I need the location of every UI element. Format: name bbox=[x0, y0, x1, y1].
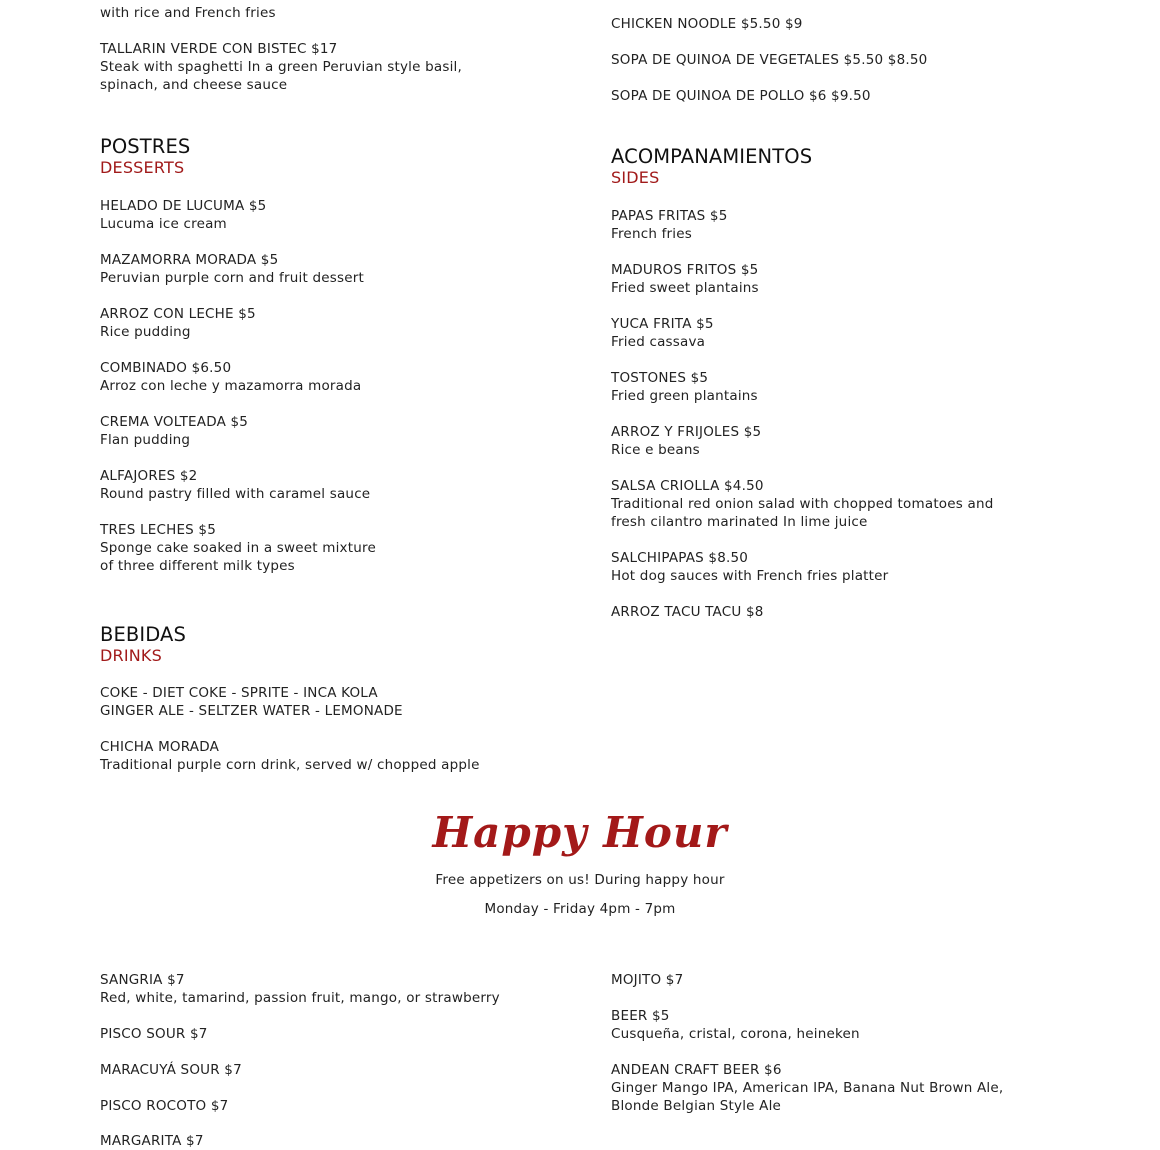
item-description: Hot dog sauces with French fries platter bbox=[611, 568, 889, 584]
happy-hour-tagline: Free appetizers on us! During happy hour bbox=[435, 872, 725, 888]
item-description: Red, white, tamarind, passion fruit, mango, or strawberry bbox=[100, 990, 500, 1006]
menu-item-name: SALSA CRIOLLA $4.50 bbox=[611, 478, 764, 494]
happy-hour-title: Happy Hour bbox=[432, 808, 728, 857]
item-description: Blonde Belgian Style Ale bbox=[611, 1098, 782, 1114]
item-description: Cusqueña, cristal, corona, heineken bbox=[611, 1026, 860, 1042]
menu-item-quinoa-vegetales: SOPA DE QUINOA DE VEGETALES $5.50 $8.50 bbox=[611, 52, 928, 68]
item-description: Steak with spaghetti In a green Peruvian style basil, bbox=[100, 59, 462, 75]
menu-item-name: HELADO DE LUCUMA $5 bbox=[100, 198, 267, 214]
menu-item-name: CREMA VOLTEADA $5 bbox=[100, 414, 249, 430]
drinks-line: GINGER ALE - SELTZER WATER - LEMONADE bbox=[100, 703, 403, 719]
item-description: Fried cassava bbox=[611, 334, 706, 350]
menu-item-quinoa-pollo: SOPA DE QUINOA DE POLLO $6 $9.50 bbox=[611, 88, 871, 104]
menu-item-name: TRES LECHES $5 bbox=[100, 522, 217, 538]
item-description: Ginger Mango IPA, American IPA, Banana Nut Brown Ale, bbox=[611, 1080, 1004, 1096]
item-description: Fried green plantains bbox=[611, 388, 758, 404]
section-title-acompanamientos: ACOMPANAMIENTOS bbox=[611, 145, 813, 168]
menu-item-name: ANDEAN CRAFT BEER $6 bbox=[611, 1062, 782, 1078]
item-description: Flan pudding bbox=[100, 432, 191, 448]
item-description: French fries bbox=[611, 226, 692, 242]
menu-item-name: TOSTONES $5 bbox=[611, 370, 709, 386]
menu-item-name: MADUROS FRITOS $5 bbox=[611, 262, 759, 278]
menu-item-name: MARACUYÁ SOUR $7 bbox=[100, 1062, 242, 1078]
drinks-line: COKE - DIET COKE - SPRITE - INCA KOLA bbox=[100, 685, 378, 701]
menu-item-name: PAPAS FRITAS $5 bbox=[611, 208, 728, 224]
item-description: fresh cilantro marinated In lime juice bbox=[611, 514, 868, 530]
item-description: spinach, and cheese sauce bbox=[100, 77, 288, 93]
item-description: Sponge cake soaked in a sweet mixture bbox=[100, 540, 376, 556]
menu-item-name: PISCO SOUR $7 bbox=[100, 1026, 208, 1042]
menu-item-name: ARROZ Y FRIJOLES $5 bbox=[611, 424, 762, 440]
item-description: with rice and French fries bbox=[100, 5, 276, 21]
menu-item-name: MARGARITA $7 bbox=[100, 1133, 204, 1149]
menu-item-name: ALFAJORES $2 bbox=[100, 468, 198, 484]
item-description: Fried sweet plantains bbox=[611, 280, 759, 296]
menu-item-name: ARROZ CON LECHE $5 bbox=[100, 306, 256, 322]
item-description: Rice e beans bbox=[611, 442, 700, 458]
menu-item-name: BEER $5 bbox=[611, 1008, 670, 1024]
section-subtitle-sides: SIDES bbox=[611, 168, 660, 187]
menu-item-name: MOJITO $7 bbox=[611, 972, 684, 988]
menu-item-name: YUCA FRITA $5 bbox=[611, 316, 714, 332]
item-description: Arroz con leche y mazamorra morada bbox=[100, 378, 362, 394]
menu-item-chicken-noodle: CHICKEN NOODLE $5.50 $9 bbox=[611, 16, 803, 32]
item-description: Traditional red onion salad with chopped tomatoes and bbox=[611, 496, 994, 512]
menu-item-name: COMBINADO $6.50 bbox=[100, 360, 232, 376]
section-subtitle-drinks: DRINKS bbox=[100, 646, 162, 665]
section-title-postres: POSTRES bbox=[100, 135, 191, 158]
menu-item-name: MAZAMORRA MORADA $5 bbox=[100, 252, 279, 268]
menu-item-name: SANGRIA $7 bbox=[100, 972, 185, 988]
section-title-bebidas: BEBIDAS bbox=[100, 623, 186, 646]
item-description: Traditional purple corn drink, served w/ chopped apple bbox=[100, 757, 480, 773]
menu-item-chicha-morada: CHICHA MORADA bbox=[100, 739, 219, 755]
section-subtitle-desserts: DESSERTS bbox=[100, 158, 185, 177]
item-description: Peruvian purple corn and fruit dessert bbox=[100, 270, 364, 286]
menu-item-name: ARROZ TACU TACU $8 bbox=[611, 604, 764, 620]
item-description: of three different milk types bbox=[100, 558, 295, 574]
menu-item-name: SALCHIPAPAS $8.50 bbox=[611, 550, 749, 566]
item-description: Lucuma ice cream bbox=[100, 216, 227, 232]
item-description: Round pastry filled with caramel sauce bbox=[100, 486, 371, 502]
menu-item-tallarin-verde: TALLARIN VERDE CON BISTEC $17 bbox=[100, 41, 338, 57]
happy-hour-times: Monday - Friday 4pm - 7pm bbox=[484, 901, 676, 917]
item-description: Rice pudding bbox=[100, 324, 191, 340]
menu-item-name: PISCO ROCOTO $7 bbox=[100, 1098, 229, 1114]
